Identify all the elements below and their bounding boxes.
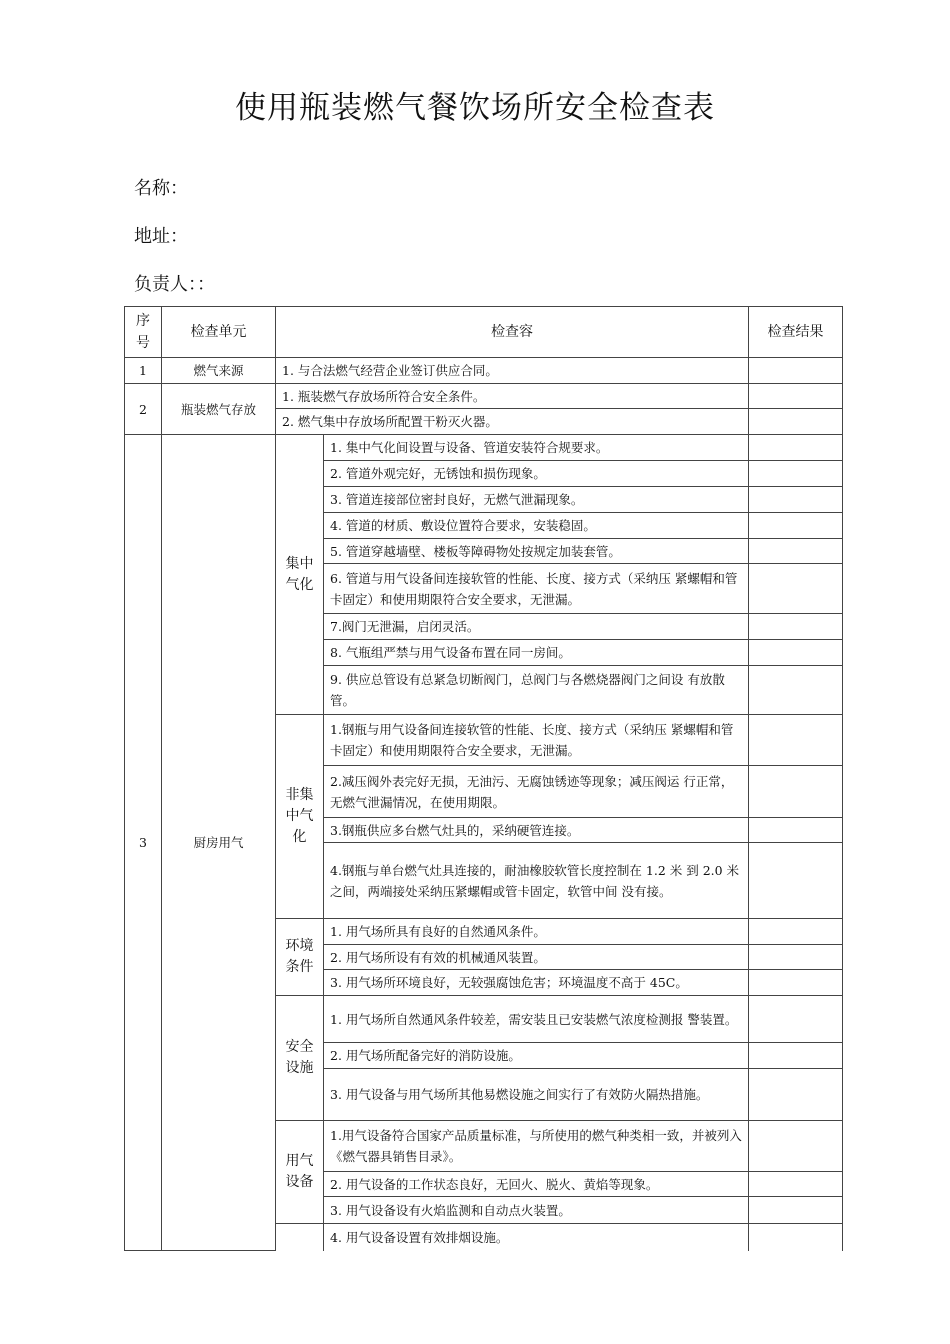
content-cell: 4. 用气设备设置有效排烟设施。 (324, 1224, 749, 1251)
content-cell: 1. 集中气化间设置与设备、管道安装符合规要求。 (324, 435, 749, 461)
content-cell: 1. 用气场所自然通风条件较差，需安装且已安装燃气浓度检测报 警装置。 (324, 996, 749, 1043)
content-cell: 4. 管道的材质、敷设位置符合要求，安装稳固。 (324, 513, 749, 539)
result-cell[interactable] (749, 945, 843, 970)
content-cell: 3. 用气设备设有火焰监测和自动点火装置。 (324, 1197, 749, 1224)
content-cell: 1. 与合法燃气经营企业签订供应合同。 (276, 358, 749, 384)
content-cell: 9. 供应总管设有总紧急切断阀门，总阀门与各燃烧器阀门之间设 有放散管。 (324, 666, 749, 715)
result-cell[interactable] (749, 1197, 843, 1224)
result-cell[interactable] (749, 640, 843, 666)
header-content: 检查容 (276, 307, 749, 358)
content-cell: 2. 燃气集中存放场所配置干粉灭火器。 (276, 409, 749, 435)
result-cell[interactable] (749, 666, 843, 715)
content-cell: 1.用气设备符合国家产品质量标准，与所使用的燃气种类相一致，并被列入《燃气器具销售目录》。 (324, 1121, 749, 1172)
content-cell: 3. 管道连接部位密封良好，无燃气泄漏现象。 (324, 487, 749, 513)
subunit-cell: 用气设备 (276, 1121, 324, 1224)
page-title: 使用瓶装燃气餐饮场所安全检查表 (235, 90, 715, 126)
result-cell[interactable] (749, 1121, 843, 1172)
result-cell[interactable] (749, 766, 843, 818)
result-cell[interactable] (749, 384, 843, 409)
header-row (125, 307, 843, 358)
content-cell: 1. 用气场所具有良好的自然通风条件。 (324, 919, 749, 945)
content-cell: 3. 用气设备与用气场所其他易燃设施之间实行了有效防火隔热措施。 (324, 1069, 749, 1121)
subunit-cell: 环境条件 (276, 919, 324, 996)
result-cell[interactable] (749, 513, 843, 539)
content-cell: 2. 用气场所配备完好的消防设施。 (324, 1043, 749, 1069)
name-field: 名称： (134, 178, 188, 199)
content-cell: 2. 用气场所设有有效的机械通风装置。 (324, 945, 749, 970)
result-cell[interactable] (749, 1069, 843, 1121)
unit-cell: 瓶装燃气存放 (162, 384, 276, 435)
unit-cell: 厨房用气 (162, 435, 276, 1251)
content-cell: 2. 用气设备的工作状态良好，无回火、脱火、黄焰等现象。 (324, 1172, 749, 1197)
content-cell: 2. 管道外观完好，无锈蚀和损伤现象。 (324, 461, 749, 487)
result-cell[interactable] (749, 487, 843, 513)
result-cell[interactable] (749, 843, 843, 919)
result-cell[interactable] (749, 614, 843, 640)
row-number: 2 (125, 384, 162, 435)
content-cell: 1. 瓶装燃气存放场所符合安全条件。 (276, 384, 749, 409)
content-cell: 3.钢瓶供应多台燃气灶具的，采纳硬管连接。 (324, 818, 749, 843)
content-cell: 3. 用气场所环境良好，无较强腐蚀危害；环境温度不高于 45C。 (324, 970, 749, 996)
content-cell: 7.阀门无泄漏，启闭灵活。 (324, 614, 749, 640)
row-number: 3 (125, 435, 162, 1251)
result-cell[interactable] (749, 715, 843, 766)
inspection-table (124, 306, 843, 1251)
content-cell: 6. 管道与用气设备间连接软管的性能、长度、接方式（采纳压 紧螺帽和管卡固定）和使用期限符合安全要求，无泄漏。 (324, 564, 749, 614)
content-cell: 1.钢瓶与用气设备间连接软管的性能、长度、接方式（采纳压 紧螺帽和管卡固定）和使用期限符合安全要求，无泄漏。 (324, 715, 749, 766)
result-cell[interactable] (749, 1172, 843, 1197)
subunit-cell (276, 1224, 324, 1251)
content-cell: 4.钢瓶与单台燃气灶具连接的，耐油橡胶软管长度控制在 1.2 米 到 2.0 米之间，两端接处采纳压紧螺帽或管卡固定，软管中间 没有接。 (324, 843, 749, 919)
header-unit: 检查单元 (162, 307, 276, 358)
result-cell[interactable] (749, 461, 843, 487)
result-cell[interactable] (749, 1043, 843, 1069)
table-row (125, 384, 843, 409)
header-no: 序号 (125, 307, 162, 358)
result-cell[interactable] (749, 818, 843, 843)
result-cell[interactable] (749, 1224, 843, 1251)
unit-cell: 燃气来源 (162, 358, 276, 384)
content-cell: 8. 气瓶组严禁与用气设备布置在同一房间。 (324, 640, 749, 666)
result-cell[interactable] (749, 358, 843, 384)
content-cell: 5. 管道穿越墙壁、楼板等障碍物处按规定加装套管。 (324, 539, 749, 564)
subunit-cell: 集中气化 (276, 435, 324, 715)
subunit-cell: 安全设施 (276, 996, 324, 1121)
address-field: 地址： (134, 226, 188, 247)
result-cell[interactable] (749, 996, 843, 1043)
content-cell: 2.减压阀外表完好无损，无油污、无腐蚀锈迹等现象；减压阀运 行正常，无燃气泄漏情况，在使用期限。 (324, 766, 749, 818)
result-cell[interactable] (749, 564, 843, 614)
result-cell[interactable] (749, 970, 843, 996)
table-row (125, 435, 843, 461)
result-cell[interactable] (749, 409, 843, 435)
person-field: 负责人：： (134, 274, 215, 295)
row-number: 1 (125, 358, 162, 384)
result-cell[interactable] (749, 919, 843, 945)
table-row (125, 358, 843, 384)
header-result: 检查结果 (749, 307, 843, 358)
subunit-cell: 非集中气化 (276, 715, 324, 919)
result-cell[interactable] (749, 435, 843, 461)
result-cell[interactable] (749, 539, 843, 564)
